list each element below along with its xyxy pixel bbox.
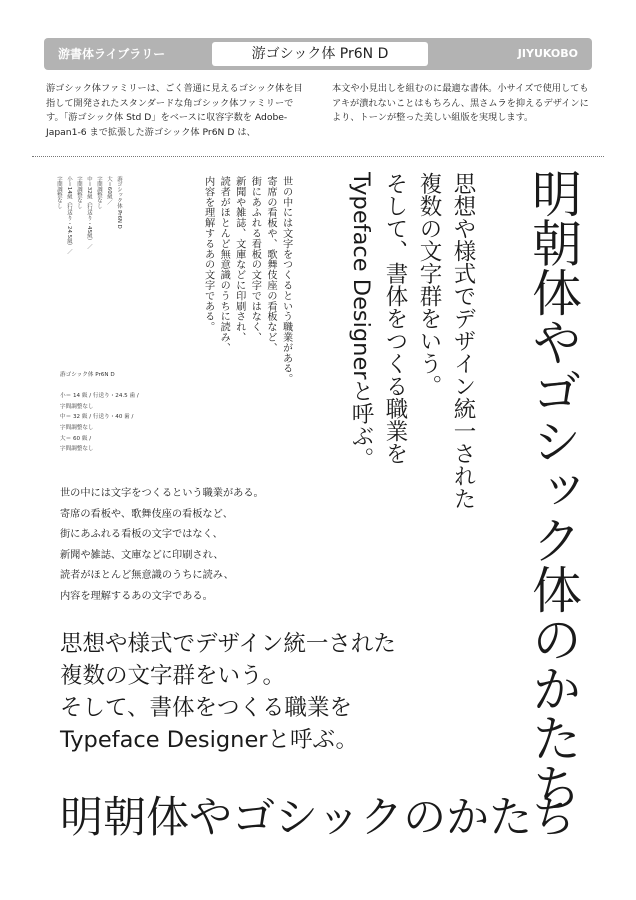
brand-logo-text: JIYUKOBO: [517, 47, 578, 60]
dotted-divider: [32, 156, 604, 157]
intro-paragraph-left: 游ゴシック体ファミリーは、ごく普通に見えるゴシック体を目指して開発されたスタンダードな角ゴシック体ファミリーです。「游ゴシック体 Std D」をベースに収容字数を Adobe-Japan1-6 まで拡張した游ゴシック体 Pr6N D は、: [46, 83, 303, 138]
vertical-spec-notes: 游ゴシック体 Pr6N D 大＝60級／ 字間調整なし 中＝32級（行送り・45級）／ 字間調整なし 小＝14級（行送り・24.5級）／ 字間調整なし: [56, 176, 122, 255]
horizontal-spec-notes: 游ゴシック体 Pr6N D 小＝ 14 級 / 行送り・24.5 歯 / 字間調整なし 中＝ 32 級 / 行送り・40 歯 / 字間調整なし 大＝ 60 級 / 字間調整なし: [60, 372, 139, 453]
vertical-sample-large: 明朝体やゴシック体のかたち: [524, 168, 582, 812]
intro-paragraph-right: 本文や小見出しを組むのに最適な書体。小サイズで使用してもアキが潰れないことはもちろん、黒さムラを抑えるデザインにより、トーンが整った美しい組版を実現します。: [332, 83, 589, 124]
font-title: 游ゴシック体 Pr6N D: [212, 42, 428, 66]
horizontal-sample-large: 明朝体やゴシックのかたち: [60, 793, 576, 843]
library-label: 游書体ライブラリー: [58, 47, 166, 61]
horizontal-sample-small: 世の中には文字をつくるという職業がある。 寄席の看板や、歌舞伎座の看板など、 街にあふれる看板の文字ではなく、 新聞や雑誌、文庫などに印刷され、 読者がほとんど無意識のうちに読み、 内容を理解するあの文字である。: [60, 488, 264, 602]
vertical-sample-small: 世の中には文字をつくるという職業がある。 寄席の看板や、歌舞伎座の看板など、 街にあふれる看板の文字ではなく、 新聞や雑誌、文庫などに印刷され、 読者がほとんど無意識のうちに読み、 内容を理解するあの文字である。: [202, 176, 292, 384]
vertical-sample-medium: 思想や様式でデザイン統一された 複数の文字群をいう。 そして、書体をつくる職業を Typeface Designerと呼ぶ。: [348, 172, 476, 510]
header-bar: [44, 38, 592, 70]
horizontal-sample-medium: 思想や様式でデザイン統一された 複数の文字群をいう。 そして、書体をつくる職業を Typeface Designerと呼ぶ。: [60, 631, 396, 753]
